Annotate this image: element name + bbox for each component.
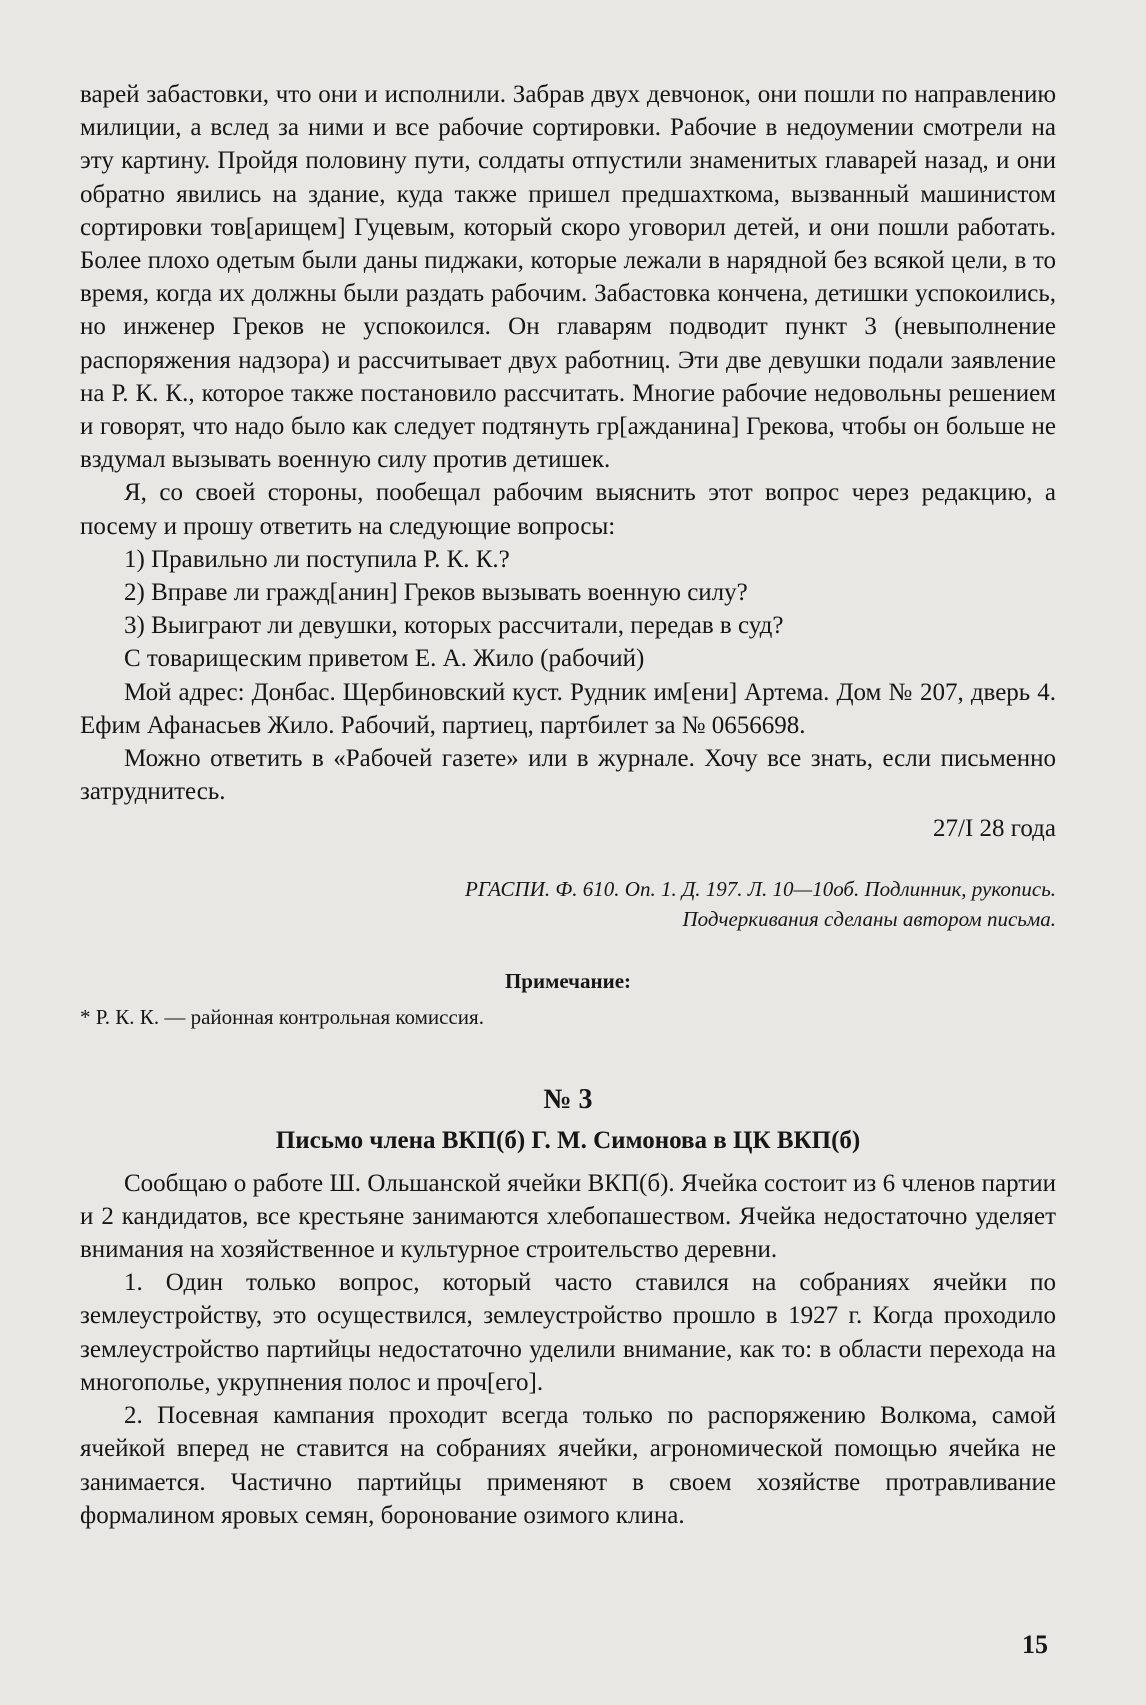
letter-address: Мой адрес: Донбас. Щербиновский куст. Рудник им[ени] Артема. Дом № 207, дверь 4. Ефим Афанасьев Жило. Рабочий, партиец, партбилет за № 0656698. [80,678,1056,739]
question-item: 2) Вправе ли гражд[анин] Греков вызывать военную силу? [124,579,748,607]
document-paragraph: 1. Один только вопрос, который часто ставился на собраниях ячейки по землеустройству, это осуществился, землеустройство прошло в 1927 г. Когда проходило землеустройство партийцы недостаточно уделили внимание, как то: в области перехода на многополье, укрупнения полос и проч[его]. [80,1269,1056,1396]
letter-paragraph: Можно ответить в «Рабочей газете» или в журнале. Хочу все знать, если письменно затруднитесь. [80,745,1056,806]
question-item: 1) Правильно ли поступила Р. К. К.? [124,545,510,573]
document-paragraph: Сообщаю о работе Ш. Ольшанской ячейки ВКП(б). Ячейка состоит из 6 членов партии и 2 кандидатов, все крестьяне занимаются хлебопашеством. Ячейка недостаточно уделяет внимания на хозяйственное и культурное строительство деревни. [80,1169,1056,1264]
letter-paragraph: Я, со своей стороны, пообещал рабочим выяснить этот вопрос через редакцию, а посему и прошу ответить на следующие вопросы: [80,479,1056,540]
document-paragraph: 2. Посевная кампания проходит всегда только по распоряжению Волкома, самой ячейкой вперед не ставится на собраниях ячейки, агрономической помощью ячейка не занимается. Частично партийцы применяют в своем хозяйстве протравливание формалином яровых семян, боронование озимого клина. [80,1402,1056,1529]
archive-reference: РГАСПИ. Ф. 610. Оп. 1. Д. 197. Л. 10—10об. Подлинник, рукопись. [465,876,1056,901]
letter-paragraph: варей забастовки, что они и исполнили. Забрав двух девчонок, они пошли по направлению милиции, а вслед за ними и все рабочие сортировки. Рабочие в недоумении смотрели на эту картину. Пройдя половину пути, солдаты отпустили знаменитых главарей назад, и они обратно явились на здание, куда также пришел предшахткома, вызванный машинистом сортировки тов[арищем] Гуцевым, который скоро уговорил детей, и они пошли работать. Более плохо одетым были даны пиджаки, которые лежали в нарядной без всякой цели, в то время, когда их должны были раздать рабочим. Забастовка кончена, детишки успокоились, но инженер Греков не успокоился. Он главарям подводит пункт 3 (невыполнение распоряжения надзора) и рассчитывает двух работниц. Эти две девушки подали заявление на Р. К. К., которое также постановило рассчитать. Многие рабочие недовольны решением и говорят, что надо было как следует подтянуть гр[ажданина] Грекова, чтобы он больше не вздумал вызывать военную силу против детишек. [80,81,1056,474]
note-text: * Р. К. К. — районная контрольная комиссия. [80,1004,484,1029]
question-item: 3) Выиграют ли девушки, которых рассчитали, передав в суд? [124,612,784,640]
document-title: Письмо члена ВКП(б) Г. М. Симонова в ЦК ВКП(б) [275,1126,861,1154]
page-content [80,78,1056,1532]
archive-remark: Подчеркивания сделаны автором письма. [682,906,1056,931]
page-number: 15 [1022,1630,1048,1659]
document-number: № 3 [543,1083,593,1115]
letter-greeting: С товарищеским приветом Е. А. Жило (рабочий) [124,645,645,673]
letter-date: 27/I 28 года [933,815,1056,843]
archive-source [80,874,1056,934]
note-heading: Примечание: [504,968,632,993]
